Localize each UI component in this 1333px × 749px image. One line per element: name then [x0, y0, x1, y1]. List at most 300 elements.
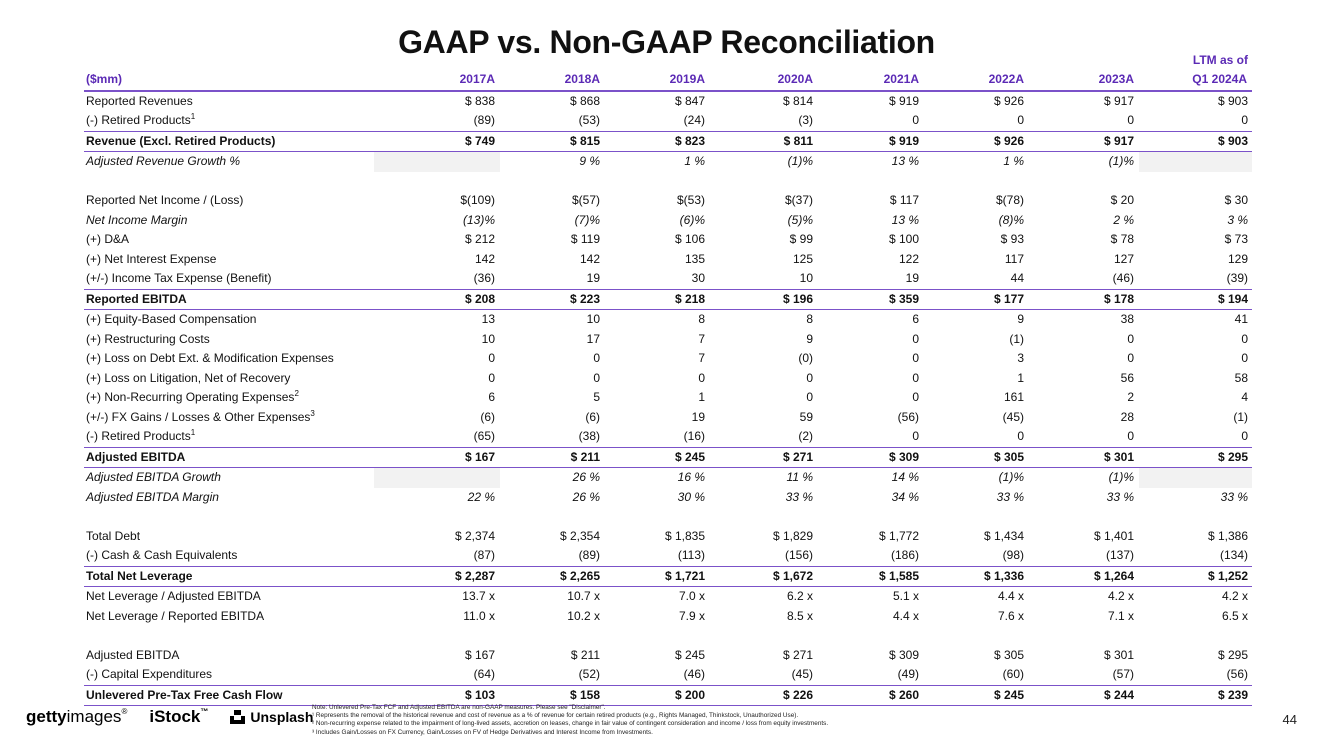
row-label-text: Reported Revenues: [86, 93, 193, 108]
row-label-text: Adjusted EBITDA: [86, 449, 186, 464]
value-cell: $ 838: [464, 93, 495, 108]
value-cell: 33 %: [785, 489, 813, 504]
value-cell: (3): [798, 113, 813, 128]
column-header-2017: 2017A: [374, 70, 500, 91]
value-cell: 0: [1127, 331, 1134, 346]
value-cell: 3 %: [1227, 212, 1248, 227]
getty-wordmark-light: images: [66, 707, 122, 726]
value-cell: (98): [1002, 548, 1024, 563]
value-cell: $ 868: [569, 93, 600, 108]
value-cell: $ 208: [374, 289, 500, 310]
value-cell: $ 103: [374, 685, 500, 706]
value-cell: [374, 468, 500, 488]
value-cell: 3: [1017, 351, 1024, 366]
value-cell: $ 847: [674, 93, 705, 108]
value-cell: 0: [1127, 351, 1134, 366]
row-label-text: (+/-) Income Tax Expense (Benefit): [86, 271, 272, 286]
value-cell: 0: [1241, 331, 1248, 346]
value-cell: (24): [683, 113, 705, 128]
value-cell: (39): [1226, 271, 1248, 286]
value-cell: 4.4 x: [892, 608, 919, 623]
value-cell: $ 309: [818, 447, 924, 468]
value-cell: (134): [1219, 548, 1248, 563]
value-cell: $ 99: [789, 232, 813, 247]
table-row: [84, 607, 1252, 627]
value-cell: $ 244: [1029, 685, 1139, 706]
value-cell: (89): [473, 113, 495, 128]
value-cell: $ 20: [1110, 193, 1134, 208]
value-cell: $ 194: [1139, 289, 1252, 310]
value-cell: 19: [586, 271, 600, 286]
value-cell: (38): [578, 429, 600, 444]
value-cell: 0: [806, 370, 813, 385]
value-cell: $ 919: [888, 93, 919, 108]
value-cell: $ 1,585: [818, 566, 924, 587]
row-label: [84, 310, 374, 330]
table-row: [84, 665, 1252, 685]
value-cell: $ 218: [605, 289, 710, 310]
row-label-text: (+) Loss on Debt Ext. & Modification Expenses: [86, 351, 334, 366]
value-cell: $ 1,386: [1207, 528, 1248, 543]
row-label: [84, 468, 374, 488]
value-cell: (64): [473, 667, 495, 682]
value-cell: 117: [1004, 251, 1024, 266]
value-cell: 9: [806, 331, 813, 346]
value-cell: (156): [784, 548, 813, 563]
value-cell: (57): [1112, 667, 1134, 682]
row-label: [84, 587, 374, 607]
value-cell: 0: [1241, 351, 1248, 366]
value-cell: $ 226: [710, 685, 818, 706]
value-cell: (52): [578, 667, 600, 682]
value-cell: (137): [1105, 548, 1134, 563]
istock-logo: iStock™: [149, 707, 209, 726]
value-cell: $ 305: [924, 447, 1029, 468]
value-cell: $ 1,336: [924, 566, 1029, 587]
value-cell: 1 %: [684, 154, 705, 169]
footnote-marker: 1: [190, 112, 196, 122]
value-cell: 9: [1017, 312, 1024, 327]
value-cell: 19: [905, 271, 919, 286]
row-label-text: Unlevered Pre-Tax Free Cash Flow: [86, 687, 283, 702]
column-header-2018: 2018A: [500, 70, 605, 91]
value-cell: 2 %: [1113, 212, 1134, 227]
row-label: [84, 250, 374, 270]
value-cell: 4.2 x: [1221, 589, 1248, 604]
value-cell: 142: [474, 251, 495, 266]
value-cell: $ 917: [1029, 131, 1139, 152]
value-cell: $ 200: [605, 685, 710, 706]
value-cell: $ 178: [1029, 289, 1139, 310]
value-cell: 33 %: [1220, 489, 1248, 504]
table-row: [84, 646, 1252, 666]
spacer-row: [84, 626, 1252, 646]
row-label: [84, 191, 374, 211]
table-row: [84, 468, 1252, 488]
value-cell: (89): [578, 548, 600, 563]
value-cell: (1)%: [1108, 154, 1134, 169]
column-header-2023: 2023A: [1029, 70, 1139, 91]
value-cell: $ 926: [924, 131, 1029, 152]
ltm-column-header: [1193, 50, 1248, 71]
value-cell: 129: [1227, 251, 1248, 266]
value-cell: $ 1,672: [710, 566, 818, 587]
value-cell: 6.2 x: [786, 589, 813, 604]
value-cell: 11 %: [786, 470, 813, 485]
value-cell: 41: [1234, 312, 1248, 327]
value-cell: 0: [488, 351, 495, 366]
row-label-text: Adjusted EBITDA Margin: [86, 489, 219, 504]
table-row: [84, 587, 1252, 607]
value-cell: $ 1,835: [664, 528, 705, 543]
value-cell: 0: [912, 370, 919, 385]
column-header-2021: 2021A: [818, 70, 924, 91]
value-cell: 10: [481, 331, 495, 346]
spacer-cell: [84, 172, 1252, 192]
value-cell: 19: [691, 409, 705, 424]
value-cell: (56): [1226, 667, 1248, 682]
row-label: [84, 685, 374, 706]
value-cell: (5)%: [787, 212, 813, 227]
footnote-3: ³ Includes Gain/Losses on FX Currency, Gain/Losses on FV of Hedge Derivatives and Interest Income from Investments.: [312, 728, 653, 736]
value-cell: $ 223: [500, 289, 605, 310]
value-cell: $ 93: [1000, 232, 1024, 247]
value-cell: 142: [579, 251, 600, 266]
value-cell: 7.9 x: [678, 608, 705, 623]
value-cell: 0: [912, 390, 919, 405]
row-label-text: (+) Net Interest Expense: [86, 251, 217, 266]
table-header-row: [84, 70, 1252, 91]
table-row: [84, 685, 1252, 706]
value-cell: $(37): [784, 193, 813, 208]
value-cell: 13: [481, 312, 495, 327]
value-cell: 59: [799, 409, 813, 424]
value-cell: 13 %: [891, 154, 919, 169]
value-cell: (1)%: [998, 470, 1024, 485]
value-cell: 125: [792, 251, 813, 266]
value-cell: $ 309: [888, 647, 919, 662]
value-cell: 1: [1017, 370, 1024, 385]
row-label: [84, 111, 374, 131]
value-cell: 7: [698, 351, 705, 366]
value-cell: (1)%: [787, 154, 813, 169]
table-row: [84, 527, 1252, 547]
row-label: [84, 211, 374, 231]
row-label-text: (-) Cash & Cash Equivalents: [86, 548, 238, 563]
value-cell: $ 271: [710, 447, 818, 468]
value-cell: 26 %: [572, 470, 600, 485]
row-label: [84, 488, 374, 508]
value-cell: 38: [1120, 312, 1134, 327]
value-cell: (2): [798, 429, 813, 444]
row-label: [84, 330, 374, 350]
value-cell: 9 %: [579, 154, 600, 169]
column-header-ltm: Q1 2024A: [1139, 70, 1252, 91]
table-body: [84, 91, 1252, 706]
value-cell: (6): [585, 409, 600, 424]
value-cell: (1)%: [1108, 470, 1134, 485]
value-cell: 4: [1241, 390, 1248, 405]
value-cell: $(78): [995, 193, 1024, 208]
row-label: [84, 665, 374, 685]
value-cell: (186): [890, 548, 919, 563]
row-label-text: Reported EBITDA: [86, 291, 187, 306]
value-cell: $ 1,829: [772, 528, 813, 543]
value-cell: 5: [593, 390, 600, 405]
value-cell: $ 1,434: [983, 528, 1024, 543]
value-cell: $ 2,374: [454, 528, 495, 543]
value-cell: 7.1 x: [1107, 608, 1134, 623]
value-cell: 0: [698, 370, 705, 385]
footnote-2: ² Non-recurring expense related to the impairment of long-lived assets, accretion on leases, change in fair value of contingent consideration and income / loss from equity investments.: [312, 720, 829, 728]
row-label: [84, 152, 374, 172]
value-cell: 0: [1017, 429, 1024, 444]
value-cell: 13.7 x: [462, 589, 495, 604]
unsplash-icon: [230, 710, 245, 724]
table-row: [84, 369, 1252, 389]
value-cell: $ 212: [464, 232, 495, 247]
value-cell: $ 211: [570, 647, 600, 662]
spacer-row: [84, 172, 1252, 192]
page-number: 44: [1282, 712, 1297, 727]
footnote-marker: 1: [190, 428, 196, 438]
row-label-text: (+) Equity-Based Compensation: [86, 312, 257, 327]
value-cell: 127: [1113, 251, 1134, 266]
value-cell: (1): [1233, 409, 1248, 424]
value-cell: (0): [798, 351, 813, 366]
value-cell: (46): [683, 667, 705, 682]
value-cell: 26 %: [572, 489, 600, 504]
row-label: [84, 91, 374, 112]
column-header-units: ($mm): [84, 70, 374, 91]
row-label: [84, 546, 374, 566]
value-cell: $ 1,252: [1139, 566, 1252, 587]
value-cell: 0: [1241, 113, 1248, 128]
value-cell: 0: [912, 351, 919, 366]
value-cell: 10.2 x: [567, 608, 600, 623]
row-label: [84, 646, 374, 666]
value-cell: 14 %: [891, 470, 919, 485]
value-cell: 11.0 x: [463, 608, 495, 623]
value-cell: (87): [473, 548, 495, 563]
value-cell: (65): [473, 429, 495, 444]
value-cell: 1: [698, 390, 705, 405]
value-cell: 2: [1127, 390, 1134, 405]
value-cell: (13)%: [462, 212, 495, 227]
row-label: [84, 230, 374, 250]
table-row: [84, 427, 1252, 447]
row-label: [84, 131, 374, 152]
page-title: GAAP vs. Non-GAAP Reconciliation: [398, 24, 935, 60]
value-cell: 28: [1120, 409, 1134, 424]
value-cell: $ 1,721: [605, 566, 710, 587]
value-cell: (49): [897, 667, 919, 682]
table-row: [84, 269, 1252, 289]
istock-wordmark: iStock: [149, 707, 201, 726]
table-row: [84, 211, 1252, 231]
row-label: [84, 269, 374, 289]
row-label-text: Adjusted EBITDA Growth: [86, 470, 221, 485]
row-label-text: (+/-) FX Gains / Losses & Other Expenses: [86, 409, 311, 424]
value-cell: (1): [1009, 331, 1024, 346]
value-cell: 56: [1120, 370, 1134, 385]
value-cell: 135: [684, 251, 705, 266]
row-label-text: Revenue (Excl. Retired Products): [86, 133, 276, 148]
value-cell: $ 301: [1029, 447, 1139, 468]
value-cell: $ 30: [1224, 193, 1248, 208]
value-cell: $ 196: [710, 289, 818, 310]
table-row: [84, 408, 1252, 428]
table-row: [84, 111, 1252, 131]
row-label: [84, 289, 374, 310]
table-row: [84, 91, 1252, 112]
table-row: [84, 230, 1252, 250]
value-cell: 34 %: [891, 489, 919, 504]
table-row: [84, 310, 1252, 330]
table-row: [84, 330, 1252, 350]
value-cell: 0: [912, 429, 919, 444]
value-cell: 10.7 x: [567, 589, 600, 604]
value-cell: 0: [1017, 113, 1024, 128]
value-cell: (45): [1002, 409, 1024, 424]
value-cell: (16): [683, 429, 705, 444]
value-cell: 0: [593, 351, 600, 366]
value-cell: 10: [799, 271, 813, 286]
value-cell: 7.6 x: [997, 608, 1024, 623]
value-cell: 7: [698, 331, 705, 346]
value-cell: (6)%: [679, 212, 705, 227]
row-label-text: Net Income Margin: [86, 212, 188, 227]
row-label-text: Total Debt: [86, 528, 141, 543]
value-cell: 17: [586, 331, 600, 346]
value-cell: $ 1,264: [1029, 566, 1139, 587]
value-cell: $ 295: [1139, 447, 1252, 468]
value-cell: [1139, 468, 1252, 488]
value-cell: $ 245: [674, 647, 705, 662]
row-label: [84, 527, 374, 547]
row-label-text: (+) Loss on Litigation, Net of Recovery: [86, 370, 291, 385]
value-cell: 1 %: [1003, 154, 1024, 169]
row-label-text: (+) Restructuring Costs: [86, 331, 210, 346]
row-label: [84, 349, 374, 369]
reconciliation-table: [84, 70, 1252, 706]
value-cell: $ 359: [818, 289, 924, 310]
row-label-text: (-) Retired Products: [86, 113, 191, 128]
row-label: [84, 566, 374, 587]
row-label-text: Reported Net Income / (Loss): [86, 193, 244, 208]
table-row: [84, 131, 1252, 152]
value-cell: 4.2 x: [1107, 589, 1134, 604]
unsplash-wordmark: Unsplash: [250, 709, 314, 725]
table-row: [84, 349, 1252, 369]
value-cell: $ 177: [924, 289, 1029, 310]
value-cell: $ 305: [993, 647, 1024, 662]
value-cell: 4.4 x: [997, 589, 1024, 604]
value-cell: 10: [586, 312, 600, 327]
footnote-marker: 3: [310, 408, 315, 418]
row-label-text: Adjusted EBITDA: [86, 647, 180, 662]
value-cell: $ 167: [464, 647, 495, 662]
value-cell: $ 919: [818, 131, 924, 152]
footnotes: [312, 704, 828, 737]
value-cell: 6: [912, 312, 919, 327]
value-cell: 0: [1241, 429, 1248, 444]
value-cell: 122: [898, 251, 919, 266]
value-cell: $ 926: [993, 93, 1024, 108]
table-row: [84, 488, 1252, 508]
row-label-text: Total Net Leverage: [86, 568, 193, 583]
row-label-text: (+) Non-Recurring Operating Expenses: [86, 390, 295, 405]
value-cell: $ 295: [1217, 647, 1248, 662]
value-cell: $ 239: [1139, 685, 1252, 706]
value-cell: $ 903: [1139, 131, 1252, 152]
value-cell: 0: [593, 370, 600, 385]
spacer-cell: [84, 507, 1252, 527]
table-row: [84, 566, 1252, 587]
value-cell: $ 211: [500, 447, 605, 468]
value-cell: 0: [912, 331, 919, 346]
value-cell: (60): [1002, 667, 1024, 682]
unsplash-logo: [230, 709, 313, 725]
row-label-text: Net Leverage / Adjusted EBITDA: [86, 589, 261, 604]
value-cell: (56): [897, 409, 919, 424]
value-cell: $ 815: [500, 131, 605, 152]
value-cell: 33 %: [1106, 489, 1134, 504]
value-cell: $ 811: [710, 131, 818, 152]
column-header-2019: 2019A: [605, 70, 710, 91]
value-cell: (45): [791, 667, 813, 682]
value-cell: 5.1 x: [892, 589, 919, 604]
value-cell: $ 271: [782, 647, 813, 662]
value-cell: 6.5 x: [1221, 608, 1248, 623]
value-cell: $(53): [676, 193, 705, 208]
brand-logos: [26, 705, 335, 729]
value-cell: $(109): [460, 193, 495, 208]
row-label-text: (-) Retired Products: [86, 429, 191, 444]
value-cell: [374, 152, 500, 172]
value-cell: $ 117: [889, 193, 919, 208]
ltm-header-line-1: LTM as of: [1192, 53, 1248, 67]
value-cell: $ 167: [374, 447, 500, 468]
value-cell: $ 917: [1103, 93, 1134, 108]
table-row: [84, 546, 1252, 566]
value-cell: $ 260: [818, 685, 924, 706]
value-cell: $ 119: [570, 232, 600, 247]
value-cell: 8.5 x: [786, 608, 813, 623]
value-cell: $ 1,401: [1093, 528, 1134, 543]
row-label: [84, 427, 374, 447]
value-cell: $(57): [571, 193, 600, 208]
value-cell: 16 %: [677, 470, 705, 485]
value-cell: [1139, 152, 1252, 172]
value-cell: (8)%: [998, 212, 1024, 227]
value-cell: $ 814: [782, 93, 813, 108]
value-cell: 44: [1010, 271, 1024, 286]
value-cell: 30: [691, 271, 705, 286]
table-row: [84, 447, 1252, 468]
value-cell: $ 903: [1217, 93, 1248, 108]
value-cell: 161: [1003, 390, 1024, 405]
value-cell: $ 100: [888, 232, 919, 247]
value-cell: (7)%: [574, 212, 600, 227]
value-cell: 8: [806, 312, 813, 327]
value-cell: 7.0 x: [678, 589, 705, 604]
spacer-row: [84, 507, 1252, 527]
value-cell: $ 73: [1224, 232, 1248, 247]
spacer-cell: [84, 626, 1252, 646]
value-cell: $ 106: [674, 232, 705, 247]
table-row: [84, 289, 1252, 310]
